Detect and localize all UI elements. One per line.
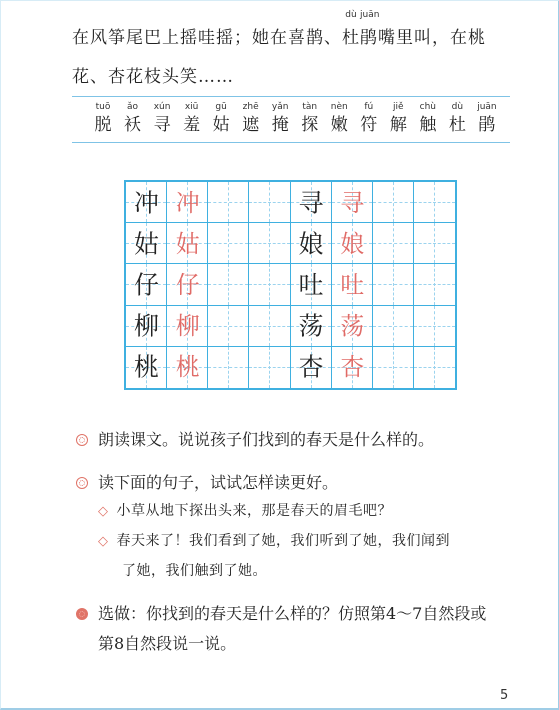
grid-char-model: 吐	[298, 270, 324, 300]
grid-cell	[249, 223, 290, 264]
vocab-pinyin: gū	[215, 102, 227, 112]
sentence-continuation: 了她，我们触到了她。	[122, 563, 267, 579]
sentence-text: 春天来了！我们看到了她，我们听到了她，我们闻到	[116, 533, 450, 549]
vocab-char: 嫩	[330, 115, 348, 135]
vocab-pinyin: jiě	[393, 102, 404, 112]
grid-cell	[373, 306, 414, 347]
grid-char-model: 柳	[134, 311, 160, 341]
vocab-pinyin: chù	[419, 102, 437, 112]
grid-char-model: 仔	[134, 270, 160, 300]
grid-char-model: 杏	[298, 352, 324, 382]
vocab-char: 掩	[271, 115, 289, 135]
intro-text-1b: 嘴里叫，在桃	[378, 28, 486, 48]
grid-cell	[249, 264, 290, 305]
vocab-char: 遮	[242, 115, 260, 135]
vocab-item	[444, 101, 470, 136]
vocab-item	[90, 101, 116, 136]
ruby-juan	[360, 10, 380, 48]
vocab-char: 杜	[448, 115, 466, 135]
grid-cell	[373, 223, 414, 264]
task-read-sentences	[76, 470, 338, 493]
vocab-char: 脱	[94, 115, 112, 135]
vocab-char: 触	[419, 115, 437, 135]
grid-cell	[208, 347, 249, 388]
task-read-aloud	[76, 427, 434, 450]
writing-grid	[124, 180, 457, 390]
vocabulary-list	[90, 101, 500, 136]
vocab-item	[474, 101, 500, 136]
vocab-char: 袄	[124, 115, 142, 135]
grid-char-trace: 桃	[175, 353, 200, 382]
vocab-rule-top	[72, 96, 510, 97]
grid-char-model: 荡	[298, 311, 324, 341]
grid-cell	[414, 182, 455, 223]
grid-cell	[249, 347, 290, 388]
grid-char-trace: 吐	[340, 271, 365, 299]
vocab-pinyin: dù	[451, 102, 464, 112]
vocab-item	[267, 101, 293, 136]
grid-char-model: 娘	[298, 229, 324, 259]
grid-char-trace: 娘	[340, 229, 365, 258]
vocab-char: 寻	[153, 115, 171, 135]
grid-char-trace: 冲	[175, 188, 200, 217]
task-bullet-icon	[76, 434, 88, 446]
vocab-item	[238, 101, 264, 136]
grid-char-trace: 荡	[340, 312, 365, 341]
grid-char-model: 冲	[134, 188, 160, 218]
ruby-char-du: 杜	[342, 28, 360, 48]
grid-char-trace: 杏	[340, 353, 365, 382]
vocab-pinyin: nèn	[330, 102, 348, 112]
page-number: 5	[500, 688, 509, 703]
grid-cell	[249, 182, 290, 223]
ruby-char-juan: 鹃	[360, 28, 378, 48]
vocab-pinyin: xún	[153, 102, 171, 112]
grid-cell	[414, 264, 455, 305]
vocab-char: 探	[301, 115, 319, 135]
sentence-text: 小草从地下探出头来，那是春天的眉毛吧？	[116, 503, 392, 519]
grid-char-trace: 仔	[175, 271, 200, 299]
grid-cell	[208, 182, 249, 223]
grid-char-model: 姑	[134, 229, 160, 259]
task-optional-continuation: 第8自然段说一说。	[98, 634, 237, 653]
task-bullet-icon	[76, 477, 88, 489]
vocab-item	[179, 101, 205, 136]
grid-cell	[414, 347, 455, 388]
sentence-item	[98, 500, 392, 520]
vocab-item	[326, 101, 352, 136]
grid-cell	[414, 306, 455, 347]
vocab-pinyin: yǎn	[271, 102, 289, 112]
task-read-sentences-text: 读下面的句子，试试怎样读更好。	[98, 473, 339, 492]
sentence-item	[98, 530, 450, 550]
grid-cell	[373, 264, 414, 305]
grid-cell	[208, 264, 249, 305]
vocab-item	[120, 101, 146, 136]
grid-char-trace: 柳	[175, 312, 200, 341]
vocab-item	[297, 101, 323, 136]
task-optional	[76, 601, 486, 624]
diamond-bullet-icon: ◇	[98, 534, 109, 549]
grid-cell	[249, 306, 290, 347]
vocab-item	[385, 101, 411, 136]
vocab-pinyin: ǎo	[127, 102, 139, 112]
ruby-pinyin-juan: juān	[360, 10, 380, 20]
grid-cell	[208, 306, 249, 347]
vocab-char: 符	[360, 115, 378, 135]
vocab-char: 姑	[212, 115, 230, 135]
grid-cell	[414, 223, 455, 264]
grid-cell	[208, 223, 249, 264]
vocab-char: 鹃	[478, 115, 496, 135]
grid-char-model: 桃	[134, 352, 160, 382]
grid-char-trace: 姑	[175, 229, 200, 258]
ruby-du	[342, 10, 360, 48]
vocab-char: 羞	[183, 115, 201, 135]
vocab-item	[208, 101, 234, 136]
vocab-pinyin: tuō	[95, 102, 111, 112]
diamond-bullet-icon: ◇	[98, 504, 109, 519]
intro-line-2: 花、杏花枝头笑……	[72, 67, 234, 87]
intro-line-1	[72, 10, 486, 48]
vocab-pinyin: xiū	[184, 102, 199, 112]
vocab-item	[149, 101, 175, 136]
grid-cell	[373, 347, 414, 388]
task-read-aloud-text: 朗读课文。说说孩子们找到的春天是什么样的。	[98, 430, 435, 449]
ruby-pinyin-du: dù	[345, 10, 357, 20]
vocab-item	[415, 101, 441, 136]
grid-char-model: 寻	[298, 188, 324, 218]
vocab-rule-bottom	[72, 142, 510, 143]
vocab-item	[356, 101, 382, 136]
grid-cell	[373, 182, 414, 223]
grid-char-trace: 寻	[340, 188, 365, 217]
intro-text-1a: 在风筝尾巴上摇哇摇；她在喜鹊、	[72, 28, 342, 48]
optional-task-icon	[76, 608, 88, 620]
vocab-pinyin: zhē	[242, 102, 259, 112]
vocab-pinyin: tàn	[302, 102, 318, 112]
vocab-pinyin: juān	[477, 102, 497, 112]
vocab-pinyin: fú	[364, 102, 374, 112]
vocab-char: 解	[389, 115, 407, 135]
task-optional-text: 选做：你找到的春天是什么样的？仿照第4～7自然段或	[98, 604, 487, 623]
